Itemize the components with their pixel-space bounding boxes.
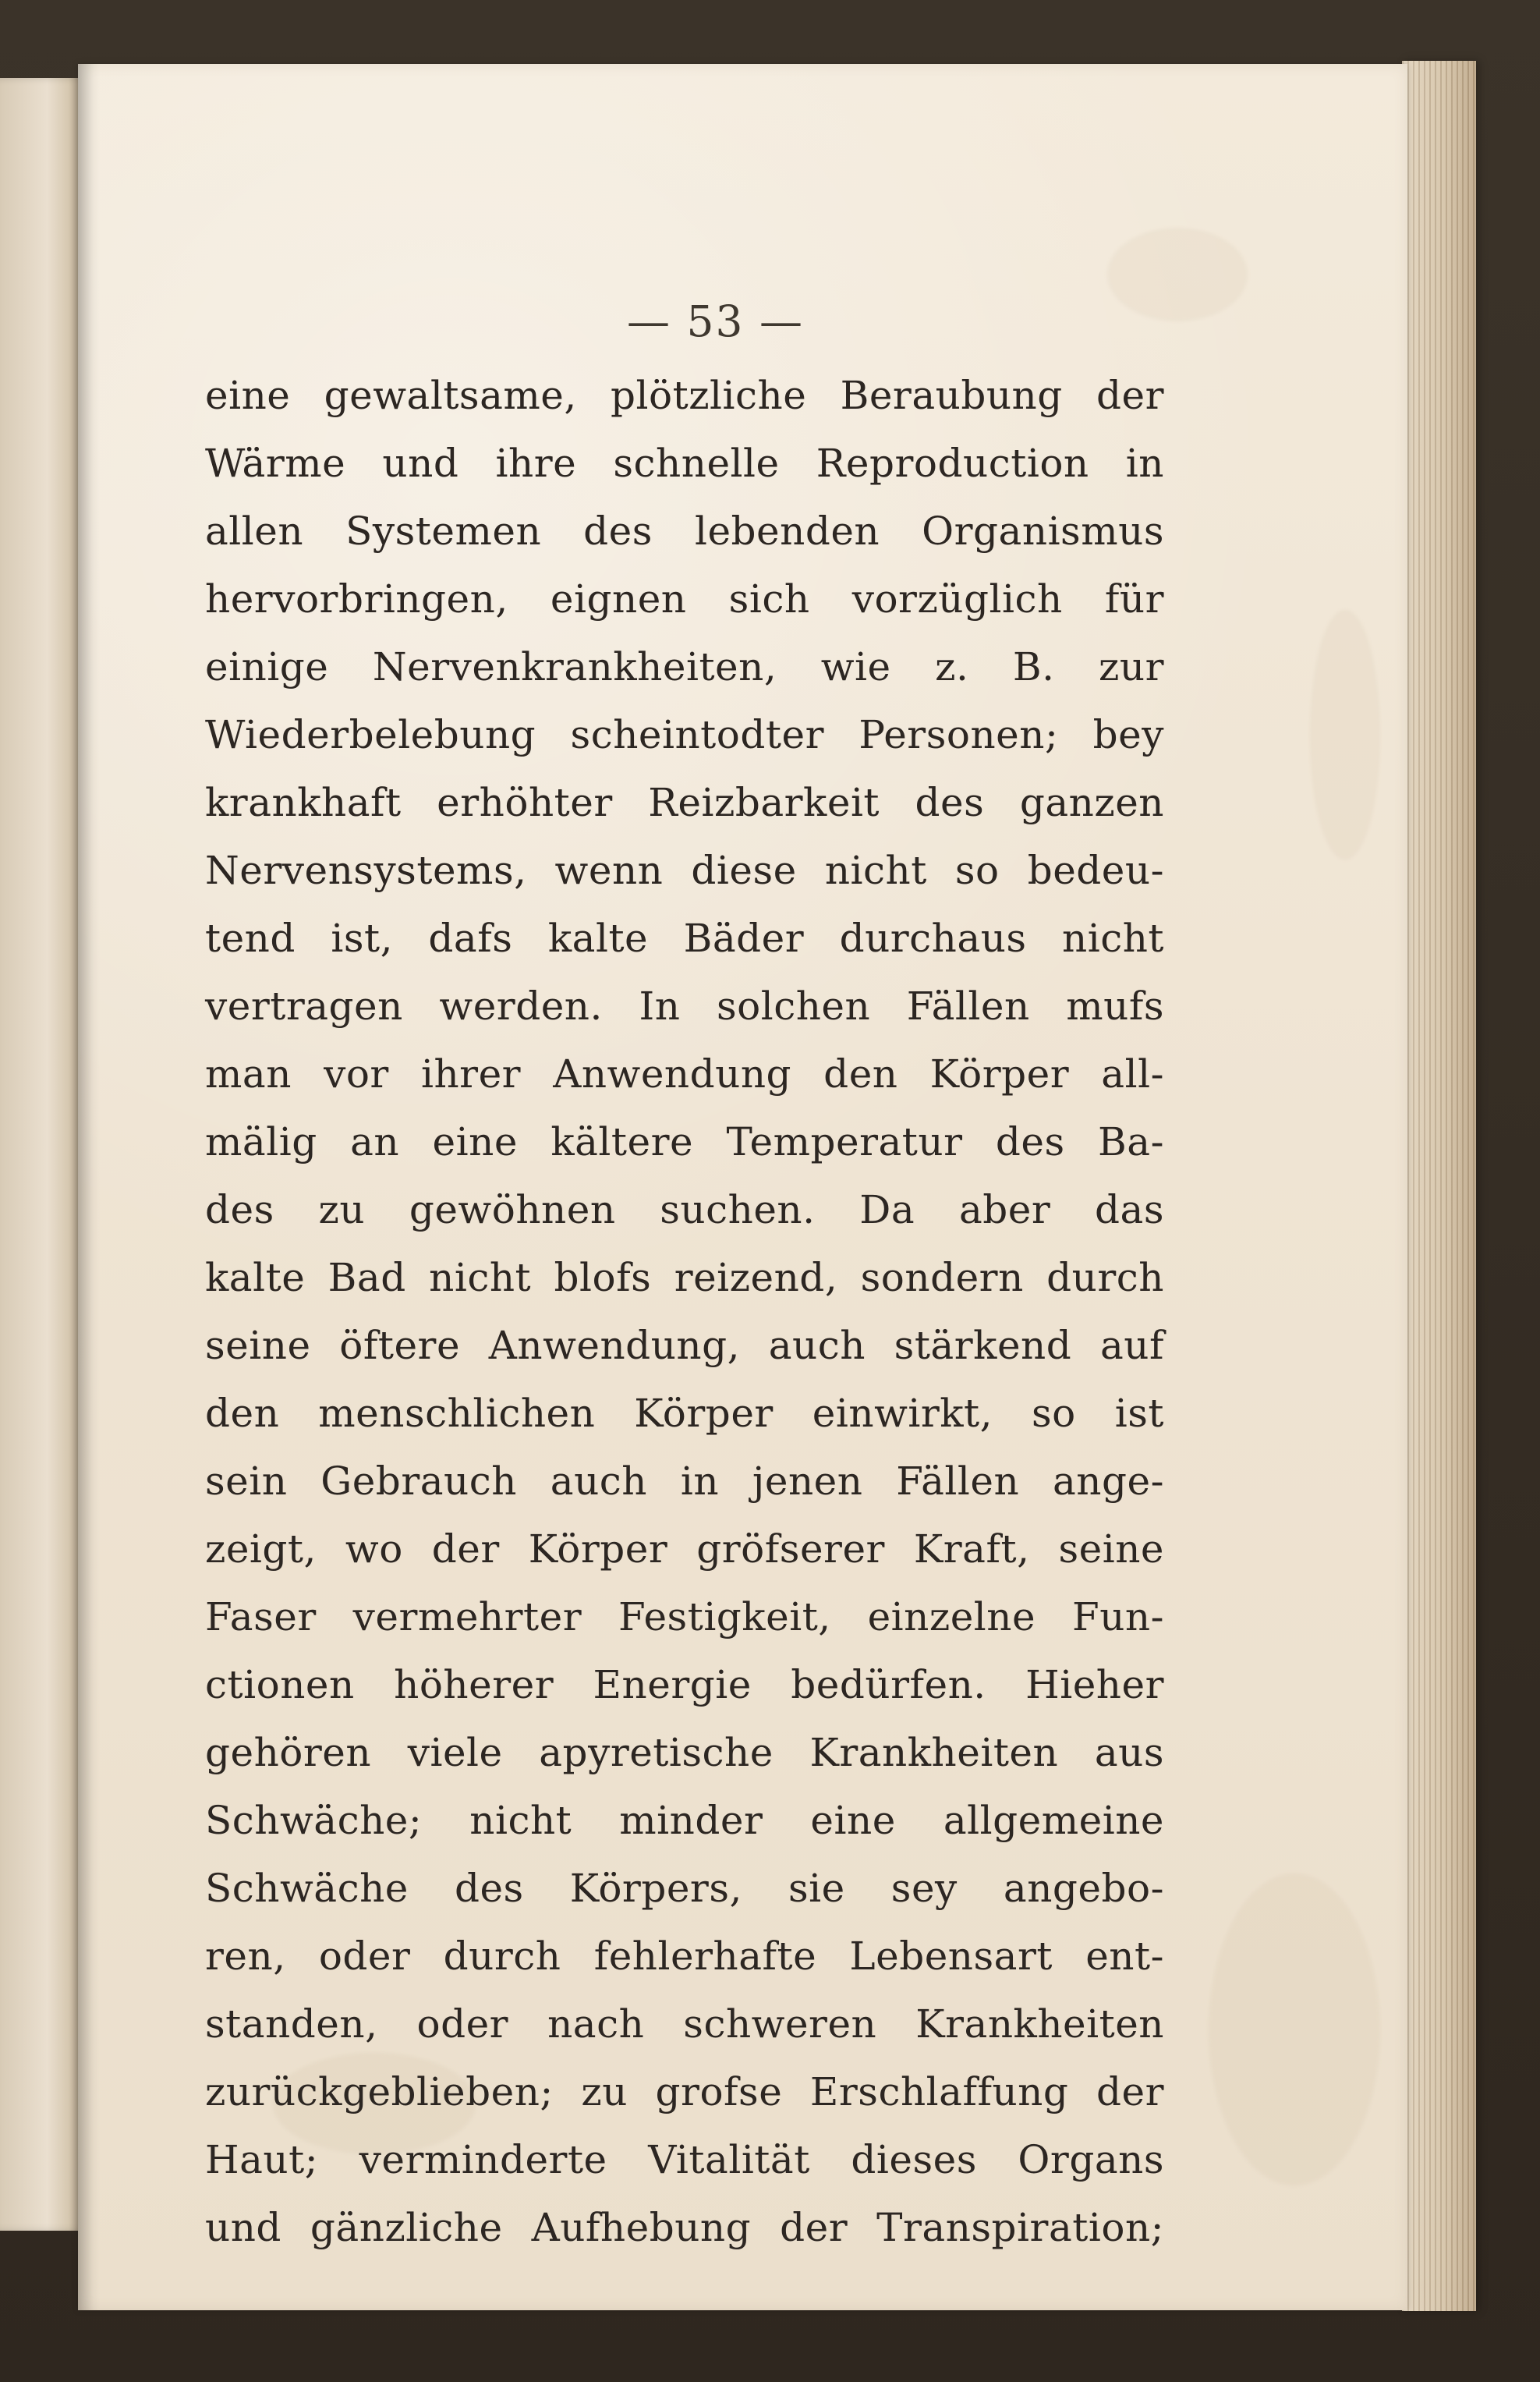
- text-line: standen, oder nach schweren Krankheiten: [205, 2001, 1164, 2047]
- text-line: mälig an eine kältere Temperatur des Ba-: [205, 1119, 1164, 1164]
- text-line: seine öftere Anwendung, auch stärkend auf: [205, 1323, 1164, 1368]
- text-line: Schwäche; nicht minder eine allgemeine: [205, 1798, 1164, 1843]
- text-line: eine gewaltsame, plötzliche Beraubung der: [205, 373, 1164, 418]
- text-line: Wiederbelebung scheintodter Personen; bey: [205, 712, 1164, 757]
- text-line: allen Systemen des lebenden Organismus: [205, 509, 1164, 554]
- text-line: kalte Bad nicht blofs reizend, sondern durch: [205, 1255, 1164, 1300]
- paper-stain: [1310, 610, 1380, 860]
- text-line: tend ist, dafs kalte Bäder durchaus nicht: [205, 916, 1164, 961]
- text-line: Nervensystems, wenn diese nicht so bedeu-: [205, 848, 1164, 893]
- text-line: zeigt, wo der Körper gröfserer Kraft, seine: [205, 1526, 1164, 1572]
- text-line: und gänzliche Aufhebung der Transpiration;: [205, 2205, 1164, 2250]
- paper-stain: [1209, 1873, 1380, 2185]
- text-line: sein Gebrauch auch in jenen Fällen ange-: [205, 1459, 1164, 1504]
- text-line: den menschlichen Körper einwirkt, so ist: [205, 1391, 1164, 1436]
- book-page: [78, 64, 1407, 2310]
- text-line: hervorbringen, eignen sich vorzüglich für: [205, 576, 1164, 622]
- page-number: — 53 —: [627, 296, 804, 346]
- text-line: ctionen höherer Energie bedürfen. Hieher: [205, 1662, 1164, 1707]
- page-stack-edge: [1402, 61, 1476, 2311]
- gutter-shadow: [78, 64, 100, 2310]
- text-line: zurückgeblieben; zu grofse Erschlaffung der: [205, 2069, 1164, 2114]
- text-line: Haut; verminderte Vitalität dieses Organs: [205, 2137, 1164, 2182]
- text-line: vertragen werden. In solchen Fällen mufs: [205, 984, 1164, 1029]
- text-line: gehören viele apyretische Krankheiten aus: [205, 1730, 1164, 1775]
- text-line: man vor ihrer Anwendung den Körper all-: [205, 1051, 1164, 1097]
- body-text: [205, 362, 1164, 2262]
- text-line: einige Nervenkrankheiten, wie z. B. zur: [205, 644, 1164, 689]
- text-line: Faser vermehrter Festigkeit, einzelne Fun-: [205, 1594, 1164, 1639]
- text-line: Wärme und ihre schnelle Reproduction in: [205, 441, 1164, 486]
- left-page-edge: [0, 78, 86, 2231]
- text-line: ren, oder durch fehlerhafte Lebensart ent-: [205, 1934, 1164, 1979]
- text-line: des zu gewöhnen suchen. Da aber das: [205, 1187, 1164, 1232]
- text-line: krankhaft erhöhter Reizbarkeit des ganzen: [205, 780, 1164, 825]
- text-line: Schwäche des Körpers, sie sey angebo-: [205, 1866, 1164, 1911]
